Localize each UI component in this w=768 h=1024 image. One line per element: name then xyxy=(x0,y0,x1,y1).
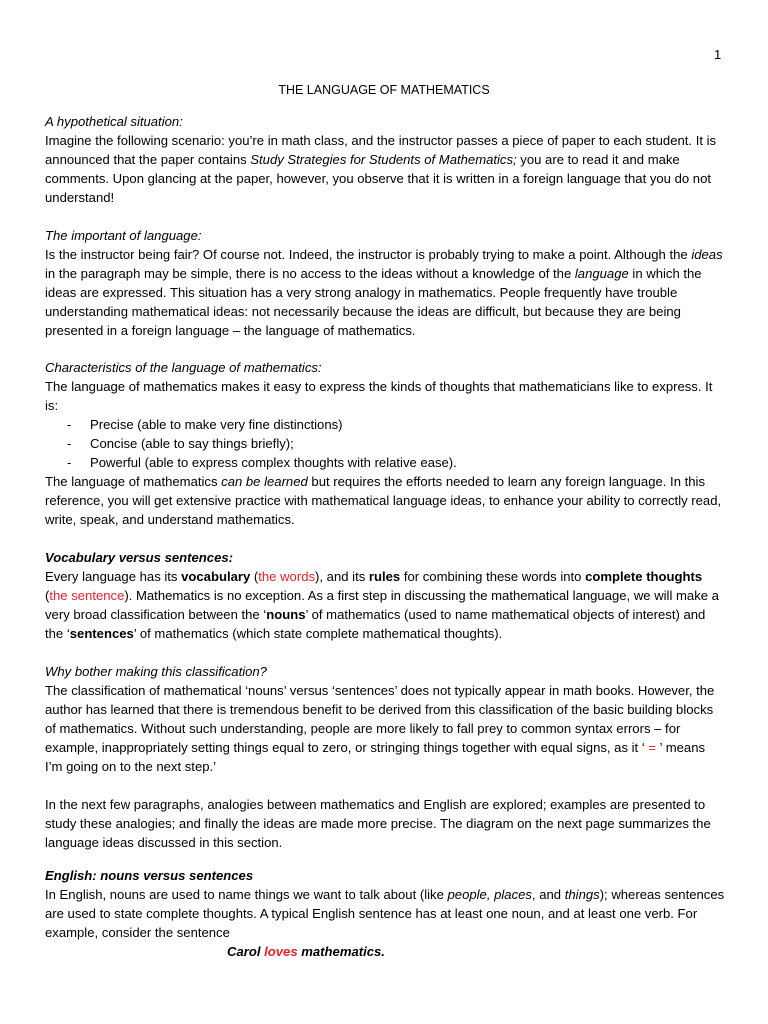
red-text: the sentence xyxy=(49,588,125,603)
bold-text: vocabulary xyxy=(181,569,251,584)
text-run: The language of mathematics xyxy=(45,474,222,489)
text-run: Imagine the following scenario: you’re in math class, and the instructor passes a piece of paper to each student. It is announced that the paper contains xyxy=(45,133,717,167)
text-run: ); whereas sentences are used to state complete thoughts. A typical English sentence has at least one noun, and at least one verb. For example, consider the sentence xyxy=(45,887,725,940)
section-hypothetical xyxy=(45,112,725,207)
text-run: for combining these words into xyxy=(400,569,586,584)
emphasis-text: language xyxy=(574,266,629,281)
example-word: loves xyxy=(264,944,298,959)
section-english xyxy=(45,866,725,942)
characteristics-list xyxy=(45,415,725,472)
section-heading: Why bother making this classification? xyxy=(45,664,267,679)
text-run: Every language has its xyxy=(45,569,182,584)
emphasis-text: people, places xyxy=(447,887,532,902)
paragraph xyxy=(45,245,725,340)
text-run: you are to read it and make comments. Upon glancing at the paper, however, you observe that it is written in a foreign language that you do not understand! xyxy=(45,152,712,205)
text-run: ( xyxy=(45,588,50,603)
section-heading: English: nouns versus sentences xyxy=(45,868,254,883)
page-number: 1 xyxy=(714,47,722,62)
paragraph xyxy=(45,885,725,942)
example-sentence xyxy=(227,942,385,961)
text-run: ). Mathematics is no exception. As a first step in discussing the mathematical language, we will make a very broad classification between the ‘ xyxy=(45,588,719,622)
text-run: In English, nouns are used to name things we want to talk about (like xyxy=(45,887,448,902)
bold-text: complete thoughts xyxy=(585,569,703,584)
red-text: = xyxy=(648,740,657,755)
bold-text: nouns xyxy=(266,607,306,622)
text-run: ( xyxy=(250,569,259,584)
paragraph xyxy=(45,472,725,529)
bold-text: rules xyxy=(368,569,401,584)
section-heading: Characteristics of the language of mathematics: xyxy=(45,360,322,375)
emphasis-text: can be learned xyxy=(221,474,308,489)
section-heading: The important of language: xyxy=(45,228,202,243)
section-characteristics xyxy=(45,358,725,529)
text-run: Is the instructor being fair? Of course not. Indeed, the instructor is probably trying to make a point. Although the xyxy=(45,247,692,262)
section-importance xyxy=(45,226,725,340)
list-item: - Precise (able to make very fine distinctions) xyxy=(45,415,725,434)
paragraph xyxy=(45,567,725,643)
text-run: , and xyxy=(531,887,565,902)
text-run: The classification of mathematical ‘nouns’ versus ‘sentences’ does not typically appear in math books. However, the author has learned that there is tremendous benefit to be derived from this classification of the basic building blocks of mathematics. Without such understanding, people are more likely to fall prey to common syntax errors – for example, inappropriately setting things equal to zero, or stringing things together with equal signs, as it ‘ xyxy=(45,683,715,755)
text-run: ’ of mathematics (used to name mathematical objects of interest) and the ‘ xyxy=(45,607,706,641)
red-text: the words xyxy=(258,569,316,584)
text-run: but requires the efforts needed to learn any foreign language. In this reference, you will get extensive practice with mathematical language ideas, to enhance your ability to correctly read, write, speak, and understand mathematics. xyxy=(45,474,722,527)
emphasis-text: ideas xyxy=(691,247,723,262)
section-vocabulary xyxy=(45,548,725,643)
paragraph: The language of mathematics makes it easy to express the kinds of thoughts that mathematicians like to express. It is: xyxy=(45,379,713,413)
text-run: ’ means I’m going on to the next step.’ xyxy=(45,740,706,774)
paragraph: In the next few paragraphs, analogies between mathematics and English are explored; examples are presented to study these analogies; and finally the ideas are made more precise. The diagram on the next page summarizes the language ideas discussed in this section. xyxy=(45,797,711,850)
bold-text: sentences xyxy=(69,626,134,641)
text-run: in the paragraph may be simple, there is no access to the ideas without a knowledge of the xyxy=(45,266,575,281)
text-run: in which the ideas are expressed. This situation has a very strong analogy in mathematics. People frequently have trouble understanding mathematical ideas: not necessarily because the ideas are difficult, but because they are being presented in a foreign language – the language of mathematics. xyxy=(45,266,702,338)
list-item: - Concise (able to say things briefly); xyxy=(45,434,725,453)
section-heading: Vocabulary versus sentences: xyxy=(45,550,234,565)
emphasis-text: things xyxy=(564,887,600,902)
paragraph xyxy=(45,681,725,776)
paragraph xyxy=(45,131,725,207)
example-word: mathematics. xyxy=(301,944,385,959)
emphasis-text: Study Strategies for Students of Mathematics; xyxy=(250,152,517,167)
section-next-paragraphs xyxy=(45,795,725,852)
text-run: ’ of mathematics (which state complete mathematical thoughts). xyxy=(133,626,503,641)
section-why-classify xyxy=(45,662,725,776)
section-heading: A hypothetical situation: xyxy=(45,114,183,129)
text-run: ), and its xyxy=(315,569,369,584)
example-word: Carol xyxy=(227,944,261,959)
document-title: THE LANGUAGE OF MATHEMATICS xyxy=(278,83,490,97)
list-item: - Powerful (able to express complex thoughts with relative ease). xyxy=(45,453,725,472)
